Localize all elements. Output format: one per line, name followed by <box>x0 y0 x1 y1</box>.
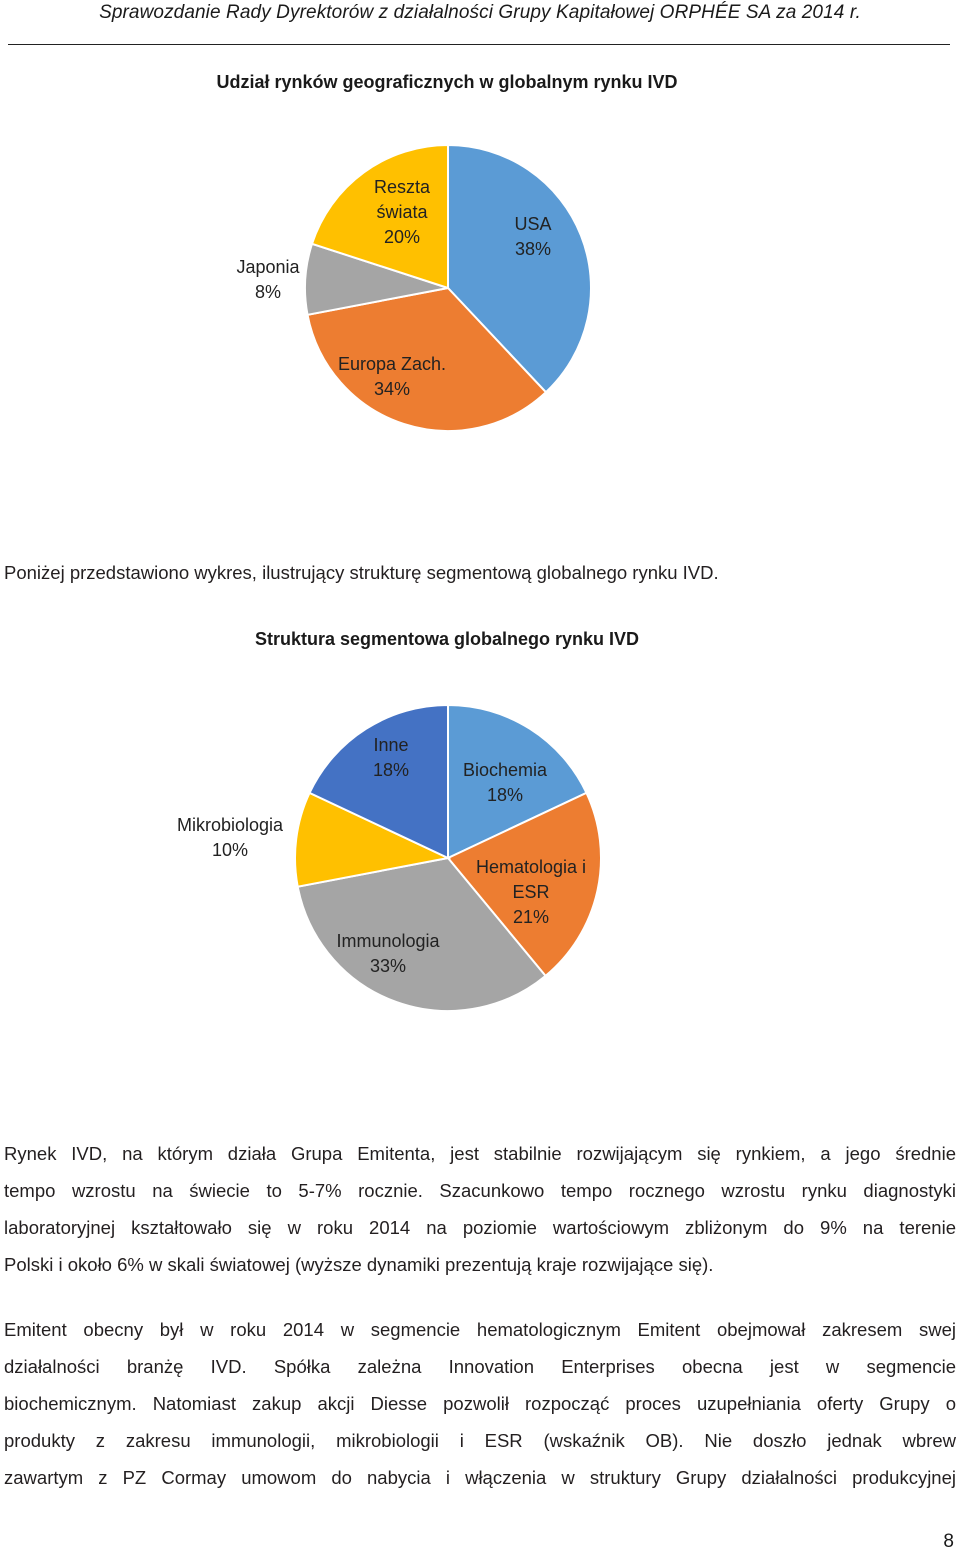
text-line: produkty z zakresu immunologii, mikrobiologii i ESR (wskaźnik OB). Nie doszło jednak wbrew <box>4 1430 956 1451</box>
header-rule <box>8 44 950 45</box>
text-line: laboratoryjnej kształtowało się w roku 2014 na poziomie wartościowym zbliżonym do 9% na terenie <box>4 1217 956 1238</box>
intro-sentence <box>4 554 956 591</box>
page-number: 8 <box>943 1531 954 1552</box>
pie-label-mikrobiologia: Mikrobiologia 10% <box>176 815 284 860</box>
segment-pie-chart <box>0 660 960 1100</box>
pie-label-inne: Inne 18% <box>372 735 410 780</box>
pie-label-reszta-świata: Reszta świata 20% <box>373 177 431 247</box>
pie-label-hematologia-i-esr: Hematologia i ESR 21% <box>475 857 587 927</box>
pie-label-europa-zach-: Europa Zach. 34% <box>337 354 447 399</box>
document-header: Sprawozdanie Rady Dyrektorów z działalności Grupy Kapitałowej ORPHÉE SA za 2014 r. <box>99 2 861 23</box>
text-line: biochemicznym. Natomiast zakup akcji Diesse pozwolił rozpocząć proces uzupełniania oferty Grupy o <box>4 1393 956 1414</box>
text-line: Rynek IVD, na którym działa Grupa Emitenta, jest stabilnie rozwijającym się rynkiem, a jego średnie <box>4 1143 956 1164</box>
chart1-title: Udział rynków geograficznych w globalnym rynku IVD <box>216 72 678 92</box>
paragraph-emitent-segments <box>4 1311 956 1496</box>
pie-label-immunologia: Immunologia 33% <box>336 931 440 976</box>
pie-label-biochemia: Biochemia 18% <box>462 760 548 805</box>
geographic-pie-chart <box>0 100 960 560</box>
pie-label-usa: USA 38% <box>514 214 552 259</box>
text-line: tempo wzrostu na świecie to 5-7% rocznie. Szacunkowo tempo rocznego wzrostu rynku diagnostyki <box>4 1180 956 1201</box>
text-line: zawartym z PZ Cormay umowom do nabycia i włączenia w struktury Grupy działalności produkcyjnej <box>4 1467 956 1488</box>
pie-label-japonia: Japonia 8% <box>236 257 300 302</box>
text-line: Poniżej przedstawiono wykres, ilustrujący strukturę segmentową globalnego rynku IVD. <box>4 562 719 583</box>
text-line: działalności branżę IVD. Spółka zależna Innovation Enterprises obecna jest w segmencie <box>4 1356 956 1377</box>
paragraph-market-growth <box>4 1135 956 1283</box>
chart2-title: Struktura segmentowa globalnego rynku IVD <box>254 629 640 649</box>
text-line: Emitent obecny był w roku 2014 w segmencie hematologicznym Emitent obejmował zakresem swej <box>4 1319 956 1340</box>
text-line: Polski i około 6% w skali światowej (wyższe dynamiki prezentują kraje rozwijające się). <box>4 1254 714 1275</box>
